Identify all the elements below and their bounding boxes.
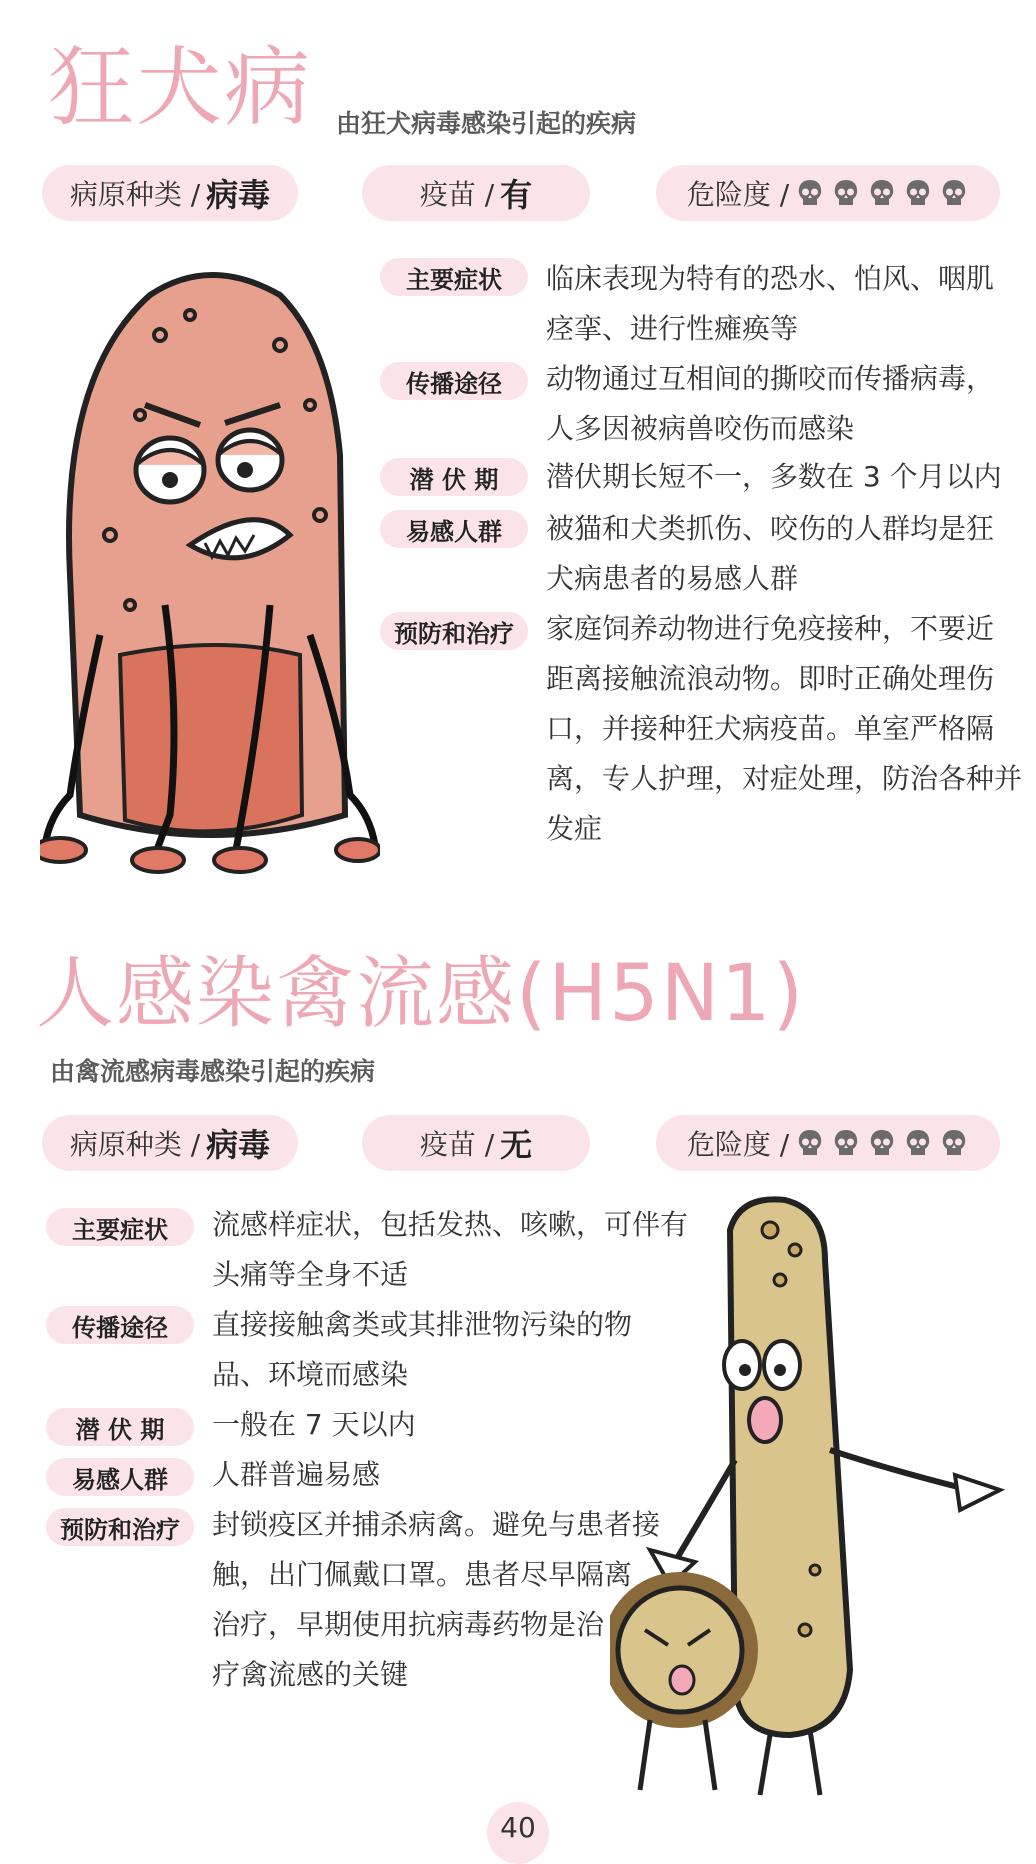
skull-icon [795,178,825,208]
rabies-virus-illustration [40,255,380,875]
danger-label: 危险度 / [686,178,790,211]
section1-prevention-text [546,604,1022,854]
section2-danger-pill [656,1115,1000,1171]
text-line: 被猫和犬类抓伤、咬伤的人群均是狂 [546,512,995,545]
text-line: 离，专人护理，对症处理，防治各种并 [546,762,1023,795]
section2-susceptible-text [212,1450,380,1500]
text-line: 疗禽流感的关键 [212,1658,409,1691]
text-line: 封锁疫区并捕杀病禽。避免与患者接 [212,1508,661,1541]
text-line: 痉挛、进行性瘫痪等 [546,312,799,345]
text-line: 距离接触流浪动物。即时正确处理伤 [546,662,995,695]
section1-subtitle: 由狂犬病毒感染引起的疾病 [336,109,637,138]
section1-transmission-text [546,354,994,454]
text-line: 直接接触禽类或其排泄物污染的物 [212,1308,633,1341]
skull-icon [795,1128,825,1158]
skull-icon [939,1128,969,1158]
section2-transmission-label: 传播途径 [46,1306,194,1344]
text-line: 口，并接种狂犬病疫苗。单室严格隔 [546,712,995,745]
section1-susceptible-text [546,504,994,604]
skull-icon [903,178,933,208]
text-line: 家庭饲养动物进行免疫接种，不要近 [546,612,995,645]
text-line: 触，出门佩戴口罩。患者尽早隔离 [212,1558,633,1591]
bird-flu-virus-illustration [610,1190,1036,1810]
section2-vaccine-pill [362,1115,590,1171]
skull-icon [939,178,969,208]
vaccine-value: 有 [500,176,533,214]
section1-incubation-label: 潜 伏 期 [380,458,528,496]
text-line: 动物通过互相间的撕咬而传播病毒， [546,362,995,395]
section2-pathogen-pill [42,1115,298,1171]
page-number: 40 [487,1802,549,1864]
pathogen-value: 病毒 [206,176,271,214]
text-line: 治疗，早期使用抗病毒药物是治 [212,1608,605,1641]
danger-skulls [795,1128,969,1158]
section1-title: 狂犬病 [48,38,312,138]
section1-prevention-label: 预防和治疗 [380,612,528,650]
section2-symptom-label: 主要症状 [46,1208,194,1246]
text-line: 品、环境而感染 [212,1358,409,1391]
text-line: 一般在 7 天以内 [212,1408,416,1441]
text-line: 流感样症状，包括发热、咳嗽，可伴有 [212,1208,689,1241]
text-line: 人多因被病兽咬伤而感染 [546,412,855,445]
section2-incubation-text [212,1400,416,1450]
pathogen-label: 病原种类 / [69,178,201,211]
skull-icon [831,178,861,208]
section1-incubation-text [546,452,1002,502]
section1-susceptible-label: 易感人群 [380,510,528,548]
skull-icon [867,178,897,208]
skull-icon [867,1128,897,1158]
section1-transmission-label: 传播途径 [380,362,528,400]
text-line: 潜伏期长短不一，多数在 3 个月以内 [546,460,1002,493]
vaccine-label: 疫苗 / [419,178,495,211]
section1-symptom-text [546,254,994,354]
section2-susceptible-label: 易感人群 [46,1458,194,1496]
section1-vaccine-pill [362,165,590,221]
text-line: 人群普遍易感 [212,1458,381,1491]
vaccine-label: 疫苗 / [419,1128,495,1161]
section2-prevention-label: 预防和治疗 [46,1508,194,1546]
section1-danger-pill [656,165,1000,221]
text-line: 头痛等全身不适 [212,1258,409,1291]
section1-pathogen-pill [42,165,298,221]
section2-title: 人感染禽流感(H5N1) [36,949,806,1039]
skull-icon [903,1128,933,1158]
section1-symptom-label: 主要症状 [380,258,528,296]
section2-transmission-text [212,1300,632,1400]
vaccine-value: 无 [500,1126,533,1164]
text-line: 临床表现为特有的恐水、怕风、咽肌 [546,262,995,295]
section2-subtitle: 由禽流感病毒感染引起的疾病 [50,1057,376,1086]
pathogen-label: 病原种类 / [69,1128,201,1161]
danger-label: 危险度 / [686,1128,790,1161]
text-line: 发症 [546,812,603,845]
danger-skulls [795,178,969,208]
section2-prevention-text [212,1500,660,1700]
text-line: 犬病患者的易感人群 [546,562,799,595]
pathogen-value: 病毒 [206,1126,271,1164]
section2-incubation-label: 潜 伏 期 [46,1408,194,1446]
skull-icon [831,1128,861,1158]
